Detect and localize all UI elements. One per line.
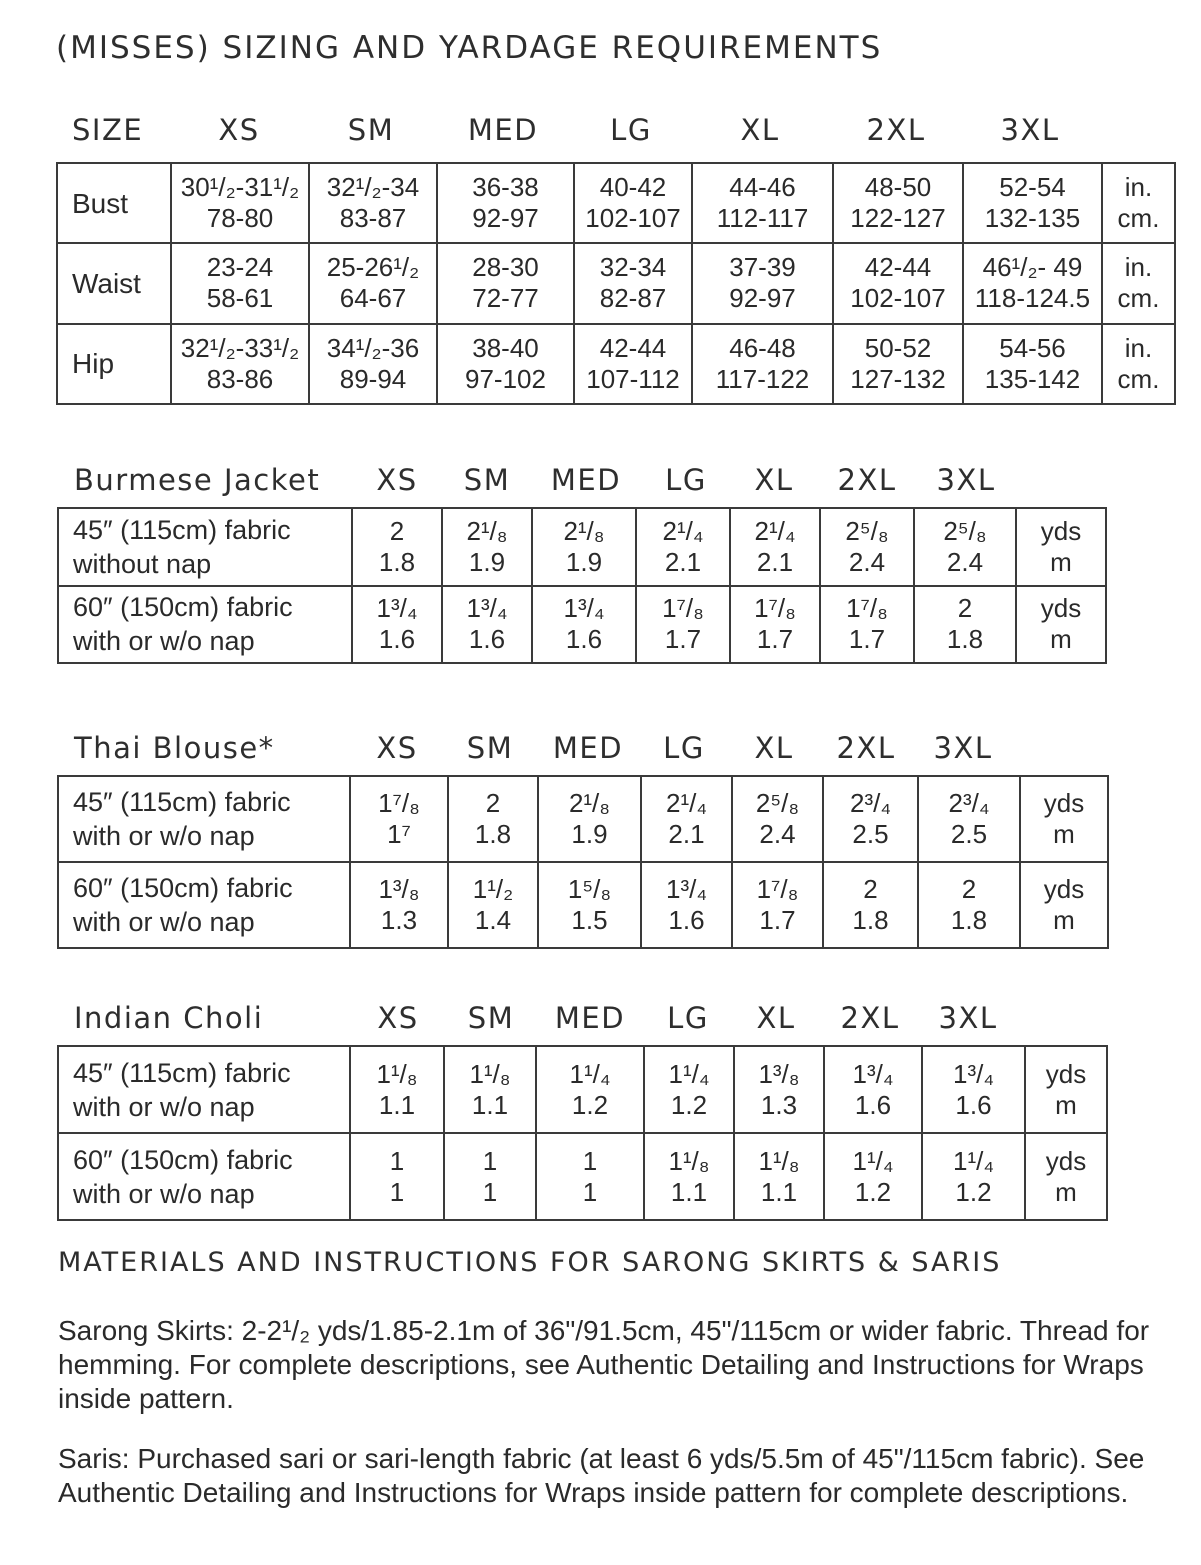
yardage-cell: 1⁵/₈ 1.5 (538, 862, 641, 948)
yardage-cell: 2 1.8 (918, 862, 1020, 948)
yardage-cell: 1⁷/₈ 1.7 (820, 586, 914, 664)
yardage-cell: 2¹/₈ 1.9 (442, 508, 532, 586)
sizing-header (0, 113, 1201, 153)
yardage-cell: 1³/₄ 1.6 (641, 862, 732, 948)
size-xl-label: XL (756, 1001, 796, 1035)
size-lg-label: LG (667, 1001, 709, 1035)
yardage-row (58, 862, 1108, 948)
measurement-cell: 52-54 132-135 (963, 163, 1102, 243)
yardage-cell: 1¹/₂ 1.4 (448, 862, 538, 948)
fabric-label: 60″ (150cm) fabric with or w/o nap (58, 862, 350, 948)
yardage-row (58, 1133, 1107, 1220)
size-med-label: MED (554, 1001, 626, 1035)
measurement-cell: 34¹/₂-36 89-94 (309, 324, 437, 404)
yardage-cell: 1⁷/₈ 1⁷ (350, 776, 448, 862)
indian-choli-header (0, 1001, 1201, 1041)
size-sm-label: SM (347, 113, 395, 147)
measurement-cell: 32-34 82-87 (574, 243, 692, 323)
size-lg-label: LG (610, 113, 652, 147)
size-column-label: SIZE (72, 113, 144, 147)
yardage-cell: 1¹/₄ 1.2 (824, 1133, 922, 1220)
yardage-cell: 1³/₄ 1.6 (442, 586, 532, 664)
size-xs-label: XS (376, 463, 418, 497)
unit-cell: yds m (1020, 776, 1108, 862)
size-2xl-label: 2XL (837, 463, 897, 497)
yardage-cell: 1¹/₄ 1.2 (536, 1046, 644, 1133)
fabric-label: 45″ (115cm) fabric with or w/o nap (58, 776, 350, 862)
page-title: (MISSES) SIZING AND YARDAGE REQUIREMENTS (56, 30, 883, 66)
yardage-cell: 2 1.8 (823, 862, 918, 948)
measurement-cell: 50-52 127-132 (833, 324, 963, 404)
yardage-cell: 1³/₄ 1.6 (922, 1046, 1025, 1133)
hip-row (57, 324, 1175, 404)
size-lg-label: LG (665, 463, 707, 497)
waist-row (57, 243, 1175, 323)
measurement-cell: 44-46 112-117 (692, 163, 833, 243)
measurement-cell: 36-38 92-97 (437, 163, 574, 243)
yardage-cell: 2¹/₈ 1.9 (538, 776, 641, 862)
measurement-cell: 42-44 107-112 (574, 324, 692, 404)
yardage-cell: 1⁷/₈ 1.7 (732, 862, 823, 948)
yardage-cell: 2³/₄ 2.5 (918, 776, 1020, 862)
size-3xl-label: 3XL (938, 1001, 998, 1035)
size-xl-label: XL (754, 731, 794, 765)
size-sm-label: SM (467, 1001, 515, 1035)
yardage-cell: 2 1.8 (914, 586, 1016, 664)
size-med-label: MED (550, 463, 622, 497)
yardage-cell: 2 1.8 (352, 508, 442, 586)
measurement-cell: 28-30 72-77 (437, 243, 574, 323)
yardage-cell: 1 1 (444, 1133, 536, 1220)
garment-title: Thai Blouse* (74, 731, 275, 765)
fabric-label: 45″ (115cm) fabric with or w/o nap (58, 1046, 350, 1133)
yardage-row (58, 1046, 1107, 1133)
materials-heading: MATERIALS AND INSTRUCTIONS FOR SARONG SKIRTS & SARIS (58, 1247, 1002, 1278)
measurement-cell: 25-26¹/₂ 64-67 (309, 243, 437, 323)
unit-cell: yds m (1025, 1133, 1107, 1220)
yardage-cell: 2⁵/₈ 2.4 (820, 508, 914, 586)
yardage-cell: 1³/₈ 1.3 (734, 1046, 824, 1133)
sarong-skirts-paragraph: Sarong Skirts: 2-2¹/₂ yds/1.85-2.1m of 36"/91.5cm, 45"/115cm or wider fabric. Thread for hemming. For complete descriptions, see Authentic Detailing and Instructions for Wraps inside pattern. (58, 1315, 1150, 1414)
size-sm-label: SM (466, 731, 514, 765)
measurement-cell: 46-48 117-122 (692, 324, 833, 404)
size-lg-label: LG (663, 731, 705, 765)
yardage-cell: 1³/₄ 1.6 (824, 1046, 922, 1133)
yardage-cell: 2¹/₄ 2.1 (641, 776, 732, 862)
yardage-cell: 2⁵/₈ 2.4 (914, 508, 1016, 586)
thai-blouse-yardage-table (57, 775, 1109, 949)
yardage-cell: 1³/₄ 1.6 (532, 586, 636, 664)
size-xs-label: XS (376, 731, 418, 765)
yardage-cell: 2¹/₈ 1.9 (532, 508, 636, 586)
yardage-cell: 2 1.8 (448, 776, 538, 862)
thai-blouse-header (0, 731, 1201, 771)
yardage-cell: 1³/₄ 1.6 (352, 586, 442, 664)
unit-cell: in. cm. (1102, 163, 1175, 243)
size-3xl-label: 3XL (1000, 113, 1060, 147)
burmese-jacket-yardage-table (57, 507, 1107, 664)
measurement-cell: 37-39 92-97 (692, 243, 833, 323)
yardage-cell: 1³/₈ 1.3 (350, 862, 448, 948)
size-xl-label: XL (754, 463, 794, 497)
yardage-cell: 1⁷/₈ 1.7 (636, 586, 730, 664)
body-measurements-table (56, 162, 1176, 405)
yardage-cell: 1⁷/₈ 1.7 (730, 586, 820, 664)
yardage-cell: 1 1 (350, 1133, 444, 1220)
yardage-row (58, 508, 1106, 586)
unit-cell: yds m (1020, 862, 1108, 948)
yardage-cell: 2¹/₄ 2.1 (636, 508, 730, 586)
unit-cell: yds m (1016, 508, 1106, 586)
row-label: Hip (57, 324, 171, 404)
unit-cell: yds m (1025, 1046, 1107, 1133)
yardage-row (58, 586, 1106, 664)
yardage-cell: 2³/₄ 2.5 (823, 776, 918, 862)
yardage-cell: 1 1 (536, 1133, 644, 1220)
size-med-label: MED (467, 113, 539, 147)
size-med-label: MED (552, 731, 624, 765)
fabric-label: 45″ (115cm) fabric without nap (58, 508, 352, 586)
yardage-row (58, 776, 1108, 862)
indian-choli-yardage-table (57, 1045, 1108, 1221)
measurement-cell: 54-56 135-142 (963, 324, 1102, 404)
measurement-cell: 42-44 102-107 (833, 243, 963, 323)
yardage-cell: 1¹/₄ 1.2 (644, 1046, 734, 1133)
row-label: Bust (57, 163, 171, 243)
size-3xl-label: 3XL (936, 463, 996, 497)
garment-title: Indian Choli (74, 1001, 264, 1035)
bust-row (57, 163, 1175, 243)
unit-cell: yds m (1016, 586, 1106, 664)
yardage-cell: 1¹/₈ 1.1 (350, 1046, 444, 1133)
measurement-cell: 23-24 58-61 (171, 243, 309, 323)
size-xs-label: XS (218, 113, 260, 147)
yardage-cell: 2¹/₄ 2.1 (730, 508, 820, 586)
saris-paragraph: Saris: Purchased sari or sari-length fabric (at least 6 yds/5.5m of 45"/115cm fabric). See Authentic Detailing and Instructions for Wraps inside pattern for complete descriptions. (58, 1443, 1145, 1508)
size-xl-label: XL (740, 113, 780, 147)
fabric-label: 60″ (150cm) fabric with or w/o nap (58, 586, 352, 664)
measurement-cell: 32¹/₂-34 83-87 (309, 163, 437, 243)
size-xs-label: XS (377, 1001, 419, 1035)
measurement-cell: 46¹/₂- 49 118-124.5 (963, 243, 1102, 323)
yardage-cell: 2⁵/₈ 2.4 (732, 776, 823, 862)
size-2xl-label: 2XL (866, 113, 926, 147)
yardage-cell: 1¹/₈ 1.1 (444, 1046, 536, 1133)
yardage-cell: 1¹/₈ 1.1 (644, 1133, 734, 1220)
unit-cell: in. cm. (1102, 324, 1175, 404)
garment-title: Burmese Jacket (74, 463, 321, 497)
fabric-label: 60″ (150cm) fabric with or w/o nap (58, 1133, 350, 1220)
size-3xl-label: 3XL (933, 731, 993, 765)
measurement-cell: 40-42 102-107 (574, 163, 692, 243)
burmese-jacket-header (0, 463, 1201, 503)
size-2xl-label: 2XL (836, 731, 896, 765)
size-sm-label: SM (463, 463, 511, 497)
unit-cell: in. cm. (1102, 243, 1175, 323)
measurement-cell: 32¹/₂-33¹/₂ 83-86 (171, 324, 309, 404)
measurement-cell: 38-40 97-102 (437, 324, 574, 404)
size-2xl-label: 2XL (840, 1001, 900, 1035)
measurement-cell: 48-50 122-127 (833, 163, 963, 243)
row-label: Waist (57, 243, 171, 323)
yardage-cell: 1¹/₈ 1.1 (734, 1133, 824, 1220)
yardage-cell: 1¹/₄ 1.2 (922, 1133, 1025, 1220)
measurement-cell: 30¹/₂-31¹/₂ 78-80 (171, 163, 309, 243)
